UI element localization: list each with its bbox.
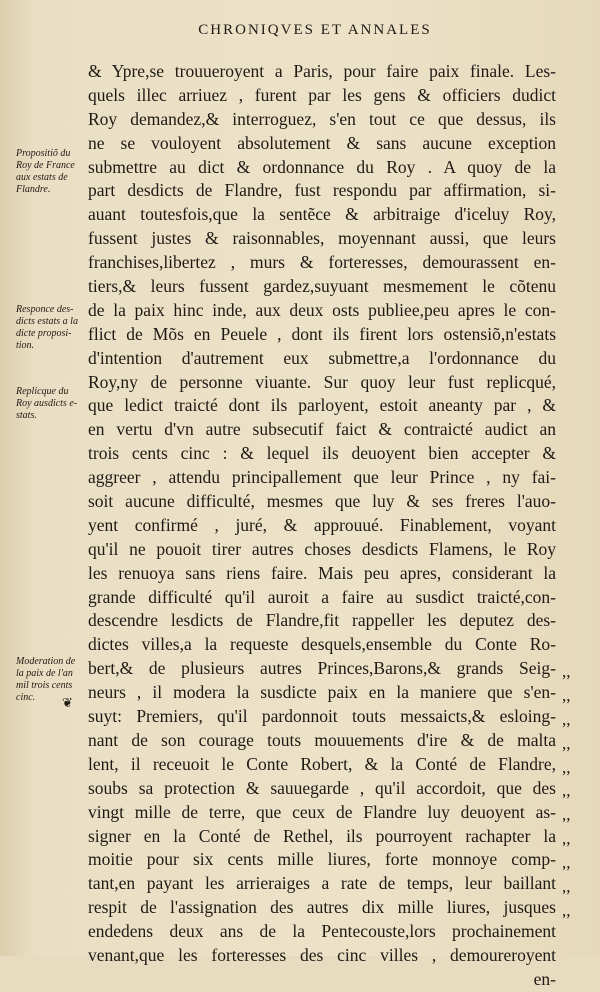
text-line: Roy demandez,& interroguez, s'en tout ce que dessus, ils xyxy=(88,108,556,129)
marginal-line: cinc. xyxy=(16,692,36,703)
marginal-line: Replicque du xyxy=(16,386,69,397)
text-line: aggreer , attendu principallement que leur Prince , ny fai- xyxy=(88,467,556,488)
text-line: nant de son courage touts mouuements d'ire & de malta xyxy=(88,729,556,750)
text-line: fussent justes & raisonnables, moyennant aussi, que leurs xyxy=(88,228,556,249)
marginal-line: stats. xyxy=(16,410,37,421)
text-line: tiers,& leurs fussent gardez,suyuant mesmement le cõtenu xyxy=(88,276,556,297)
marginal-note-proposition xyxy=(16,148,92,196)
quote-mark: ,, xyxy=(562,757,571,777)
text-line: quels illec arriuez , furent par les gens & officiers dudict xyxy=(88,84,556,105)
catchword: en- xyxy=(533,968,556,989)
main-text-block xyxy=(88,60,556,992)
text-line: ne se vouloyent absolutement & sans aucune exception xyxy=(88,132,556,153)
quote-mark: ,, xyxy=(562,685,571,705)
text-line: en vertu d'vn autre subsecutif faict & contraicté audict an xyxy=(88,419,556,440)
marginal-line: aux estats de xyxy=(16,172,68,183)
text-line: moitie pour six cents mille liures, forte monnoye comp- xyxy=(88,849,556,870)
text-line: bert,& de plusieurs autres Princes,Barons,& grands Seig- xyxy=(88,658,556,679)
text-line: suyt: Premiers, qu'il pardonnoit touts messaicts,& esloing- xyxy=(88,706,556,727)
marginal-line: Roy ausdicts e- xyxy=(16,398,78,409)
quote-mark: ,, xyxy=(562,853,571,873)
quote-mark: ,, xyxy=(562,733,571,753)
marginal-line: dicte proposi- xyxy=(16,328,72,339)
text-line: yent confirmé , juré, & approuué. Finablement, voyant xyxy=(88,514,556,535)
quote-mark: ,, xyxy=(562,709,571,729)
marginal-line: Moderation de xyxy=(16,656,76,667)
text-line: submettre au dict & ordonnance du Roy . A quoy de la xyxy=(88,156,556,177)
marginal-line: Roy de France xyxy=(16,160,75,171)
text-line: & Ypre,se trouueroyent a Paris, pour faire paix finale. Les- xyxy=(88,61,556,81)
quote-mark: ,, xyxy=(562,829,571,849)
text-line: descendre lesdicts de Flandre,fit rappeller les deputez des- xyxy=(88,610,556,631)
fleuron-ornament: ❦ xyxy=(62,695,73,710)
marginal-line: Responce des- xyxy=(16,304,74,315)
text-line: grande difficulté qu'il auroit a faire au susdict traicté,con- xyxy=(88,586,556,607)
text-line: de la paix hinc inde, aux deux osts publiee,peu apres le con- xyxy=(88,299,556,320)
marginal-note-response xyxy=(16,304,92,352)
text-line: Roy,ny de personne viuante. Sur quoy leur fust replicqué, xyxy=(88,371,556,392)
text-line: neurs , il modera la susdicte paix en la maniere que s'en- xyxy=(88,682,556,703)
text-line: d'intention d'autrement eux submettre,a l'ordonnance du xyxy=(88,347,556,368)
text-line: venant,que les forteresses des cinc villes , demoureroyent xyxy=(88,944,556,965)
text-line: endedens deux ans de la Pentecouste,lors prochainement xyxy=(88,921,556,942)
quote-mark: ,, xyxy=(562,877,571,897)
text-line: franchises,libertez , murs & forteresses, demourassent en- xyxy=(88,252,556,273)
marginal-note-moderation xyxy=(16,656,92,704)
text-line: les renuoya sans riens faire. Mais peu apres, considerant la xyxy=(88,562,556,583)
text-line: soubs sa protection & sauuegarde , qu'il accordoit, que des xyxy=(88,777,556,798)
text-line: respit de l'assignation des autres dix mille liures, jusques xyxy=(88,897,556,918)
marginal-line: tion. xyxy=(16,340,35,351)
text-line: part desdicts de Flandre, fust respondu par affirmation, si- xyxy=(88,180,556,201)
text-line: vingt mille de terre, que ceux de Flandre luy deuoyent as- xyxy=(88,801,556,822)
quote-mark: ,, xyxy=(562,805,571,825)
text-line: tant,en payant les arrieraiges a rate de temps, leur baillant xyxy=(88,873,556,894)
marginal-line: Flandre. xyxy=(16,184,51,195)
quote-mark: ,, xyxy=(562,900,571,920)
text-line: soit aucune difficulté, mesmes que luy & ses freres l'auo- xyxy=(88,491,556,512)
text-line: auant toutesfois,que la sentẽce & arbitraige d'iceluy Roy, xyxy=(88,204,556,225)
text-line: que ledict traicté dont ils parloyent, estoit aneanty par , & xyxy=(88,395,556,416)
marginal-line: Propositiõ du xyxy=(16,148,71,159)
running-head: CHRONIQVES ET ANNALES xyxy=(198,22,432,38)
quote-mark: ,, xyxy=(562,662,571,681)
marginal-line: la paix de l'an xyxy=(16,668,73,679)
text-line: signer en la Conté de Rethel, ils pourroyent rachapter la xyxy=(88,825,556,846)
quote-mark: ,, xyxy=(562,781,571,801)
marginal-line: mil trois cents xyxy=(16,680,73,691)
marginal-note-replicque xyxy=(16,386,92,422)
text-line: trois cents cinc : & lequel ils deuoyent bien accepter & xyxy=(88,443,556,464)
text-line: flict de Mõs en Peuele , dont ils firent lors ostensiõ,n'estats xyxy=(88,323,556,344)
marginal-line: dicts estats a la xyxy=(16,316,78,327)
text-line: dictes villes,a la requeste desquels,ensemble du Conte Ro- xyxy=(88,634,556,655)
quotation-marks-column xyxy=(562,660,571,923)
text-line: qu'il ne pouoit tirer autres choses desdicts Flamens, le Roy xyxy=(88,538,556,559)
text-line: lent, il receuoit le Conte Robert, & la Conté de Flandre, xyxy=(88,753,556,774)
